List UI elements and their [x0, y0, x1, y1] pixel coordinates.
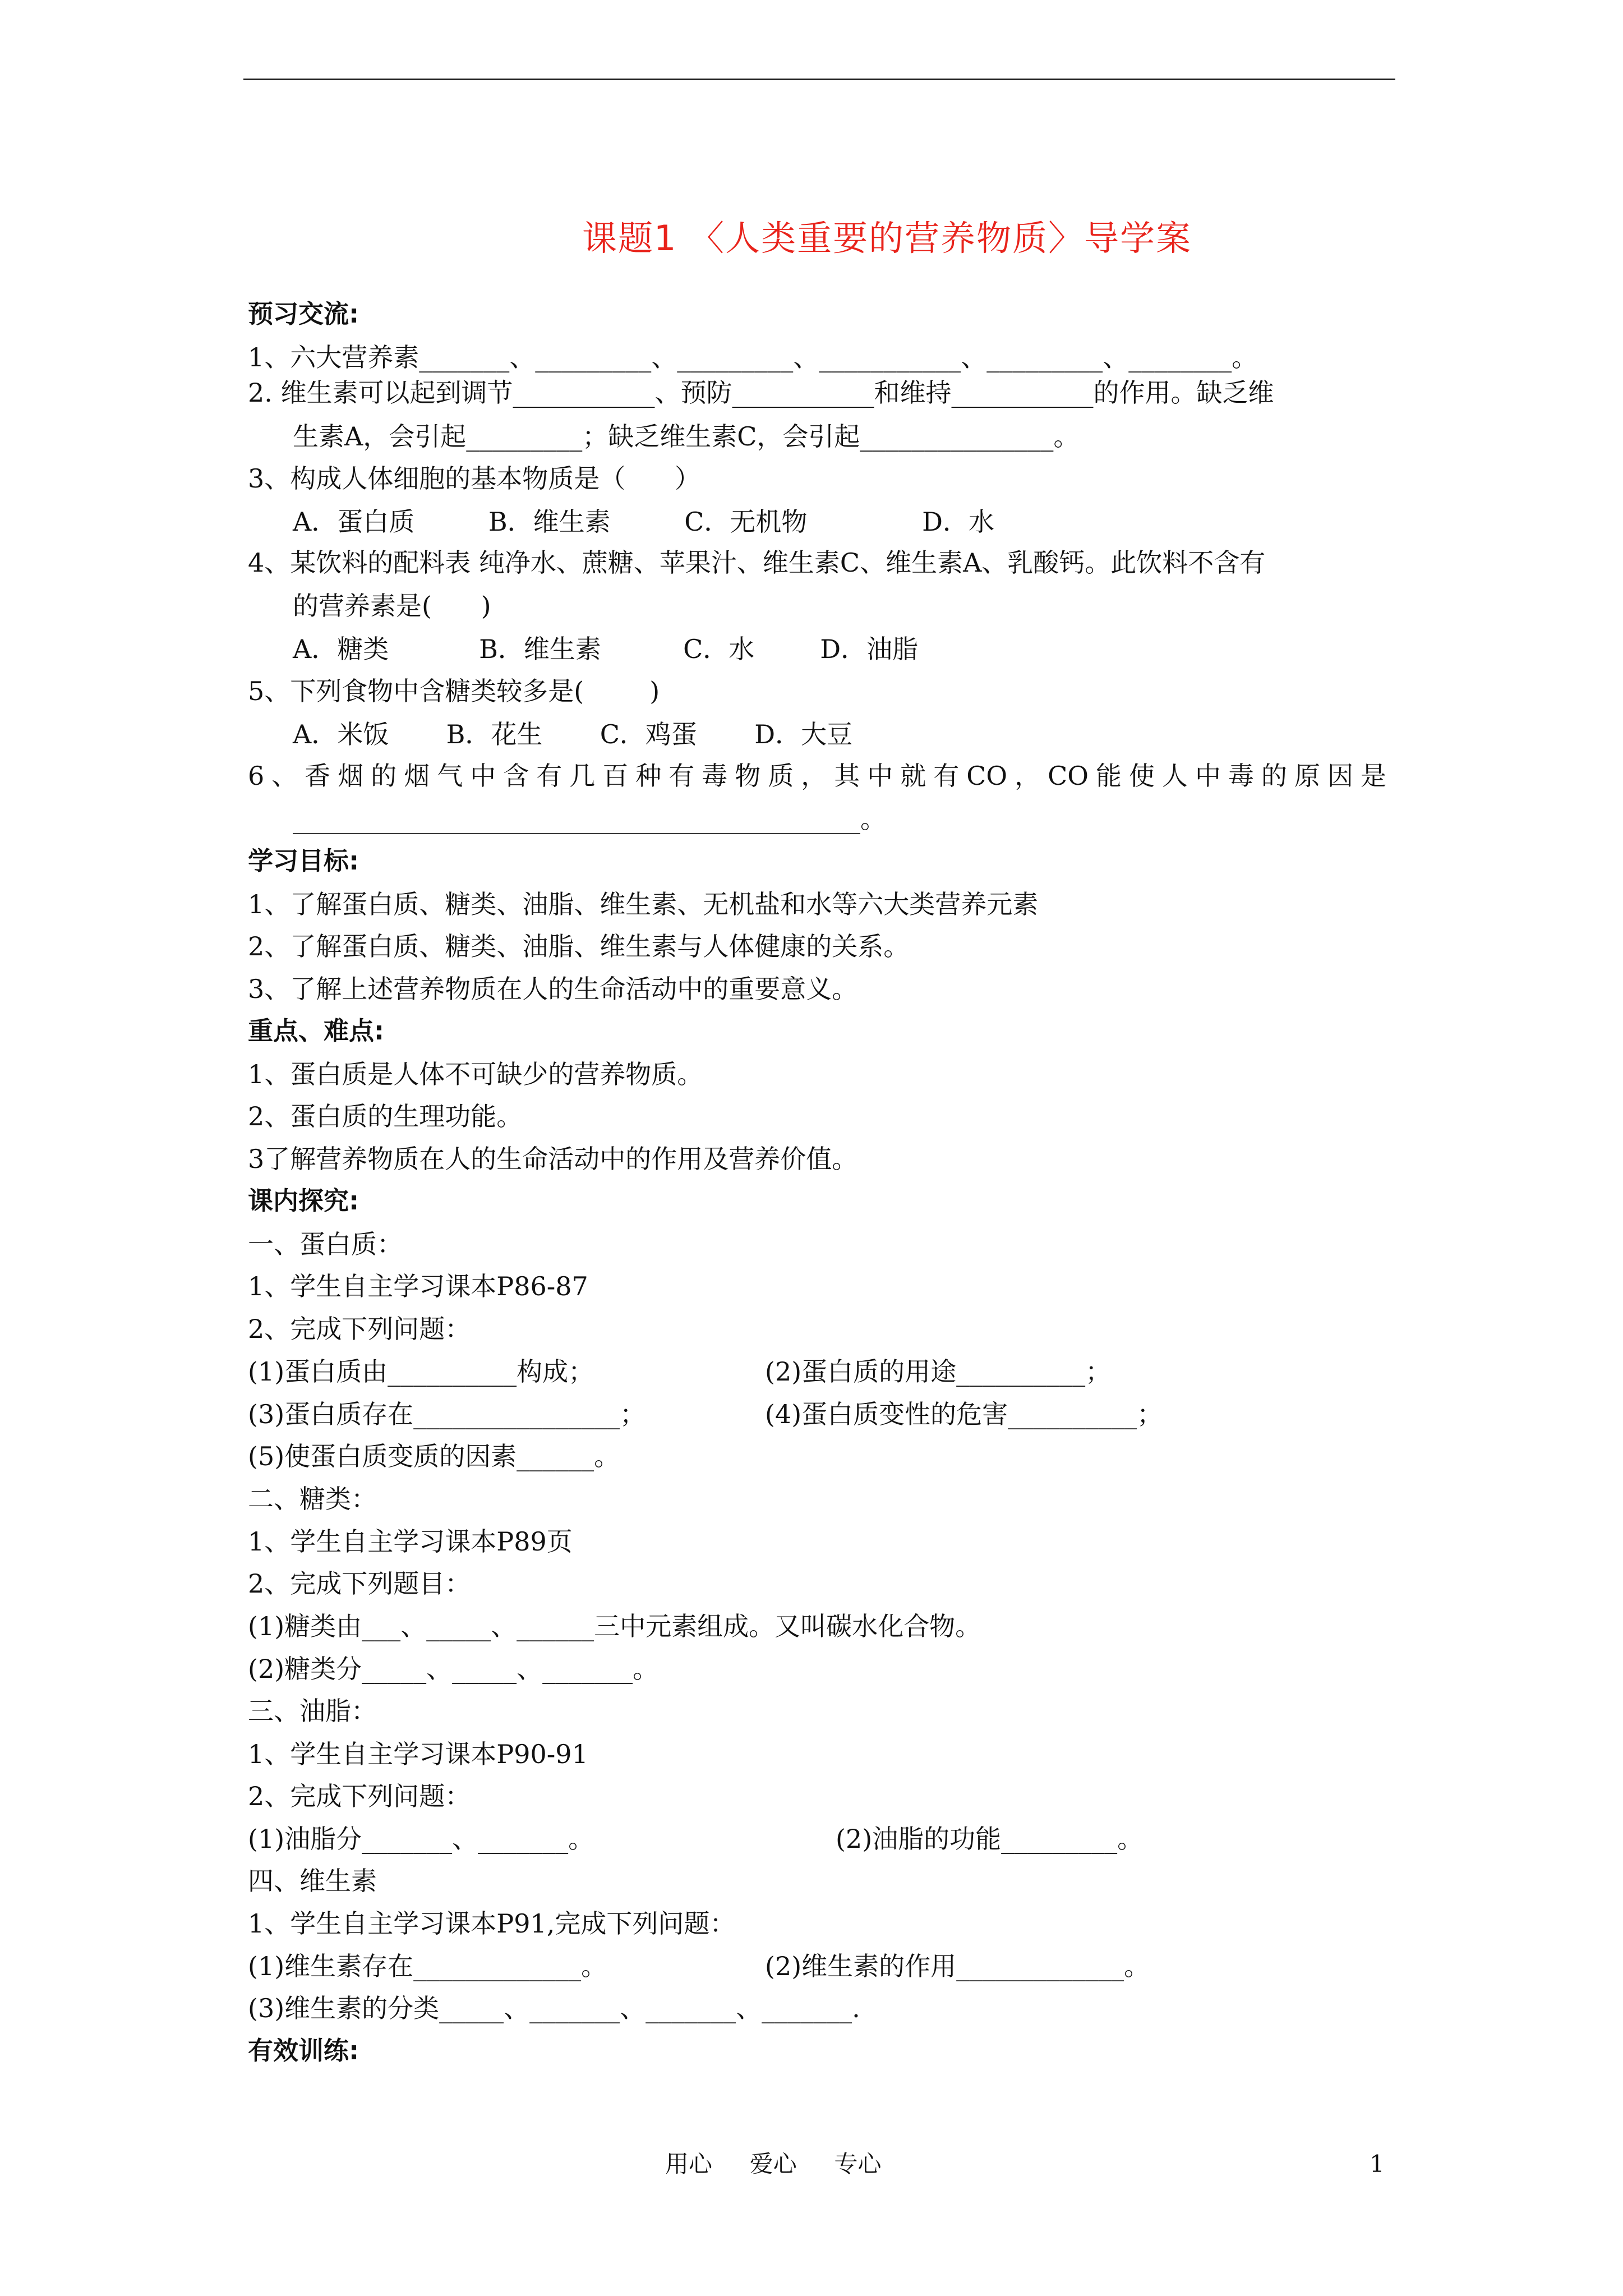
question-3-options: A．蛋白质 B．维生素 C．无机物 D．水: [293, 507, 995, 537]
question-6-line-2: ____________________________________________。: [293, 804, 886, 834]
question-5: 5、下列食物中含糖类较多是( ): [248, 676, 660, 706]
section-heading-explore: 课内探究:: [248, 1186, 359, 1216]
section-heading-keypoints: 重点、难点:: [248, 1016, 384, 1046]
protein-question-3: (3)蛋白质存在________________；: [248, 1399, 646, 1429]
fat-question-1: (1)油脂分_______、_______。: [248, 1824, 594, 1854]
footer-motto: 用心 爱心 专心: [665, 2150, 882, 2178]
vitamin-question-1: (1)维生素存在_____________。: [248, 1951, 607, 1981]
question-2-line-1: 2. 维生素可以起到调节___________、预防___________和维持___________的作用。缺乏维: [248, 378, 1274, 408]
goal-item: 1、了解蛋白质、糖类、油脂、维生素、无机盐和水等六大类营养元素: [248, 889, 1039, 919]
page-title: 课题1 〈人类重要的营养物质〉导学案: [582, 218, 1192, 259]
protein-question-5: (5)使蛋白质变质的因素______。: [248, 1441, 620, 1471]
fat-step-2: 2、完成下列问题：: [248, 1781, 471, 1811]
sugar-step-2: 2、完成下列题目：: [248, 1568, 471, 1599]
question-1: 1、六大营养素_______、_________、_________、___________、_________、________。: [248, 342, 1258, 372]
section-heading-training: 有效训练:: [248, 2036, 359, 2065]
question-4-line-1: 4、某饮料的配料表 纯净水、蔗糖、苹果汁、维生素C、维生素A、乳酸钙。此饮料不含有: [248, 547, 1266, 578]
protein-heading: 一、蛋白质：: [248, 1229, 403, 1259]
fat-step-1: 1、学生自主学习课本P90-91: [248, 1739, 588, 1769]
sugar-heading: 二、糖类：: [248, 1484, 377, 1514]
question-3: 3、构成人体细胞的基本物质是（ ）: [248, 463, 700, 494]
question-2-line-2: 生素A，会引起_________；缺乏维生素C，会引起_______________。: [293, 421, 1080, 452]
question-5-options: A．米饭 B．花生 C．鸡蛋 D．大豆: [293, 719, 853, 749]
question-4-line-2: 的营养素是( ): [293, 591, 491, 621]
protein-step-2: 2、完成下列问题：: [248, 1314, 471, 1344]
sugar-question-2: (2)糖类分_____、_____、_______。: [248, 1654, 659, 1684]
question-4-options: A．糖类 B．维生素 C．水 D．油脂: [293, 634, 919, 664]
vitamin-question-2: (2)维生素的作用_____________。: [765, 1951, 1150, 1981]
vitamin-question-3: (3)维生素的分类_____、_______、_______、_______.: [248, 1993, 860, 2023]
vitamin-heading: 四、维生素: [248, 1866, 377, 1896]
fat-question-2: (2)油脂的功能_________。: [836, 1824, 1144, 1854]
keypoint-item: 3了解营养物质在人的生命活动中的作用及营养价值。: [248, 1144, 858, 1174]
keypoint-item: 2、蛋白质的生理功能。: [248, 1101, 523, 1131]
goal-item: 2、了解蛋白质、糖类、油脂、维生素与人体健康的关系。: [248, 931, 910, 961]
protein-question-4: (4)蛋白质变性的危害__________；: [765, 1399, 1163, 1429]
header-rule: [243, 79, 1395, 80]
sugar-step-1: 1、学生自主学习课本P89页: [248, 1526, 573, 1557]
protein-step-1: 1、学生自主学习课本P86-87: [248, 1271, 588, 1301]
question-6-line-1: 6、香烟的烟气中含有几百种有毒物质，其中就有CO，CO能使人中毒的原因是: [248, 761, 1386, 791]
vitamin-step-1: 1、学生自主学习课本P91,完成下列问题：: [248, 1908, 736, 1939]
section-heading-preview: 预习交流:: [248, 299, 359, 329]
fat-heading: 三、油脂：: [248, 1696, 377, 1726]
protein-question-2: (2)蛋白质的用途__________；: [765, 1356, 1112, 1387]
keypoint-item: 1、蛋白质是人体不可缺少的营养物质。: [248, 1059, 703, 1089]
section-heading-goals: 学习目标:: [248, 846, 359, 876]
goal-item: 3、了解上述营养物质在人的生命活动中的重要意义。: [248, 974, 858, 1004]
protein-question-1: (1)蛋白质由__________构成；: [248, 1356, 594, 1387]
page-number: 1: [1370, 2150, 1385, 2178]
sugar-question-1: (1)糖类由___、_____、______三中元素组成。又叫碳水化合物。: [248, 1611, 981, 1641]
